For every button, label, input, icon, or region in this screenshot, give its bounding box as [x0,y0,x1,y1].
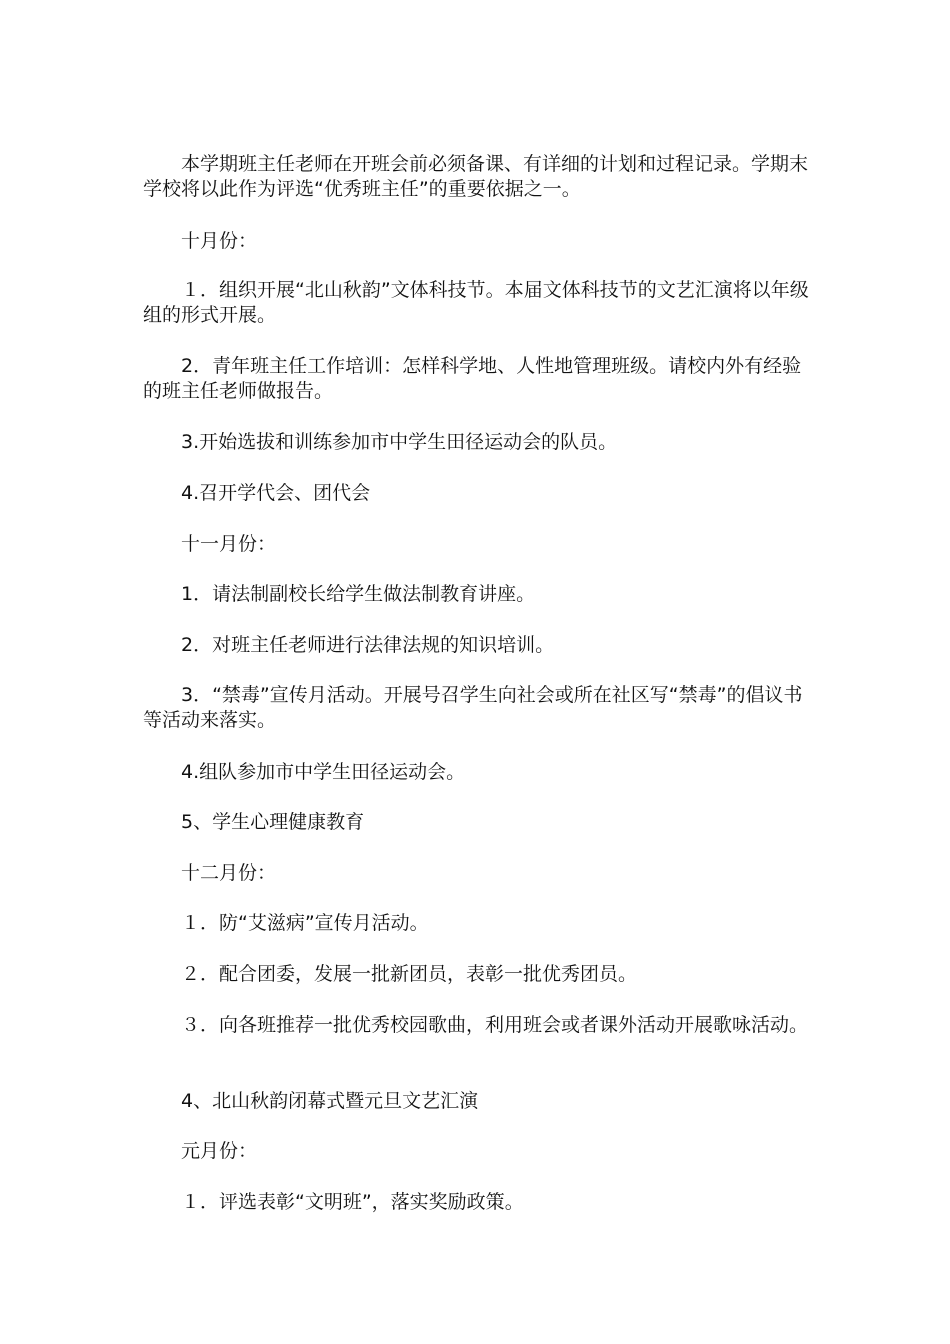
january-heading: 元月份： [181,1140,258,1162]
january-item-1: １．评选表彰“文明班”，落实奖励政策。 [181,1191,524,1213]
november-item-5: 5、学生心理健康教育 [181,811,365,833]
november-item-2: 2．对班主任老师进行法律法规的知识培训。 [181,634,555,656]
december-item-4: 4、北山秋韵闭幕式暨元旦文艺汇演 [181,1090,479,1112]
november-item-3: 3．“禁毒”宣传月活动。开展号召学生向社会或所在社区写“禁毒”的倡议书等活动来落实。 [143,684,803,731]
intro-paragraph: 本学期班主任老师在开班会前必须备课、有详细的计划和过程记录。学期末学校将以此作为评选“优秀班主任”的重要依据之一。 [143,153,809,200]
october-heading: 十月份： [181,230,258,252]
november-item-4: 4.组队参加市中学生田径运动会。 [181,761,466,783]
october-item-3: 3.开始选拔和训练参加市中学生田径运动会的队员。 [181,431,618,453]
october-item-2: 2．青年班主任工作培训：怎样科学地、人性地管理班级。请校内外有经验的班主任老师做报告。 [143,355,802,402]
november-heading: 十一月份： [181,533,277,555]
december-item-2: ２．配合团委，发展一批新团员，表彰一批优秀团员。 [181,963,638,985]
october-item-1: １．组织开展“北山秋韵”文体科技节。本届文体科技节的文艺汇演将以年级组的形式开展。 [143,279,809,326]
october-item-4: 4.召开学代会、团代会 [181,482,371,504]
november-item-1: 1．请法制副校长给学生做法制教育讲座。 [181,583,536,605]
december-item-3: ３．向各班推荐一批优秀校园歌曲，利用班会或者课外活动开展歌咏活动。 [181,1014,809,1036]
december-item-1: １．防“艾滋病”宣传月活动。 [181,912,429,934]
december-heading: 十二月份： [181,862,277,884]
